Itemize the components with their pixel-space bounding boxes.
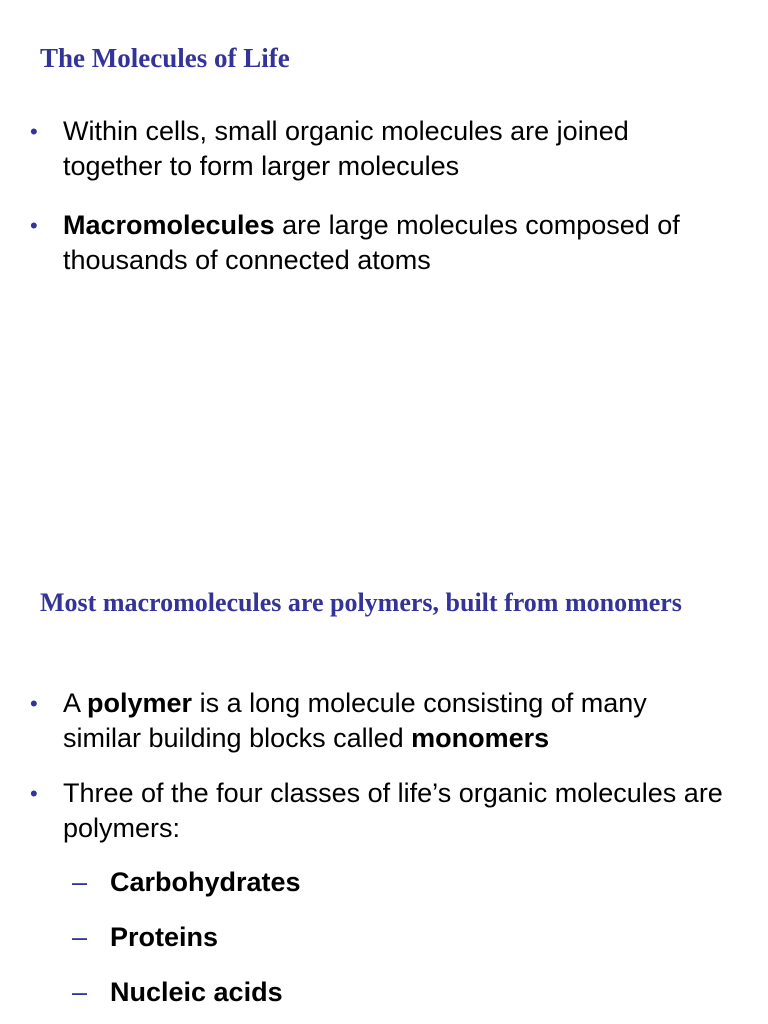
subitem-carbohydrates <box>30 865 723 900</box>
bullet-dot: • <box>30 781 38 806</box>
slide2-bullet-1-b: is a long molecule consisting of many similar building blocks called <box>63 688 647 753</box>
subitem-label: Carbohydrates <box>110 867 301 897</box>
dash-marker: – <box>72 922 88 952</box>
dash-marker: – <box>72 867 88 897</box>
subitem-label: Proteins <box>110 922 219 952</box>
slide2-bullet-1-a: A <box>63 688 88 718</box>
slide1-bullet-1 <box>30 114 723 184</box>
slide2-bullet-2 <box>30 776 723 846</box>
slide2-bullet-2-text: Three of the four classes of life’s organic molecules are polymers: <box>63 778 723 843</box>
subitem-label: Nucleic acids <box>110 977 283 1007</box>
bullet-dot: • <box>30 213 38 238</box>
slide1-bullet-list <box>30 114 723 278</box>
slide2-title: Most macromolecules are polymers, built from monomers <box>40 588 682 617</box>
slide2-bullet-list <box>30 686 723 1010</box>
slide1-bullet-2-text: are large molecules composed of thousands of connected atoms <box>63 210 680 275</box>
term-macromolecules: Macromolecules <box>63 210 275 240</box>
slide1-bullet-2 <box>30 208 723 278</box>
bullet-dot: • <box>30 119 38 144</box>
term-polymer: polymer <box>87 688 193 718</box>
slide1-title: The Molecules of Life <box>40 43 290 73</box>
bullet-dot: • <box>30 691 38 716</box>
slide1-bullet-1-text: Within cells, small organic molecules are joined together to form larger molecules <box>63 116 629 181</box>
subitem-nucleic-acids <box>30 975 723 1010</box>
dash-marker: – <box>72 977 88 1007</box>
slide2-bullet-1 <box>30 686 723 756</box>
term-monomers: monomers <box>411 723 550 753</box>
subitem-proteins <box>30 920 723 955</box>
